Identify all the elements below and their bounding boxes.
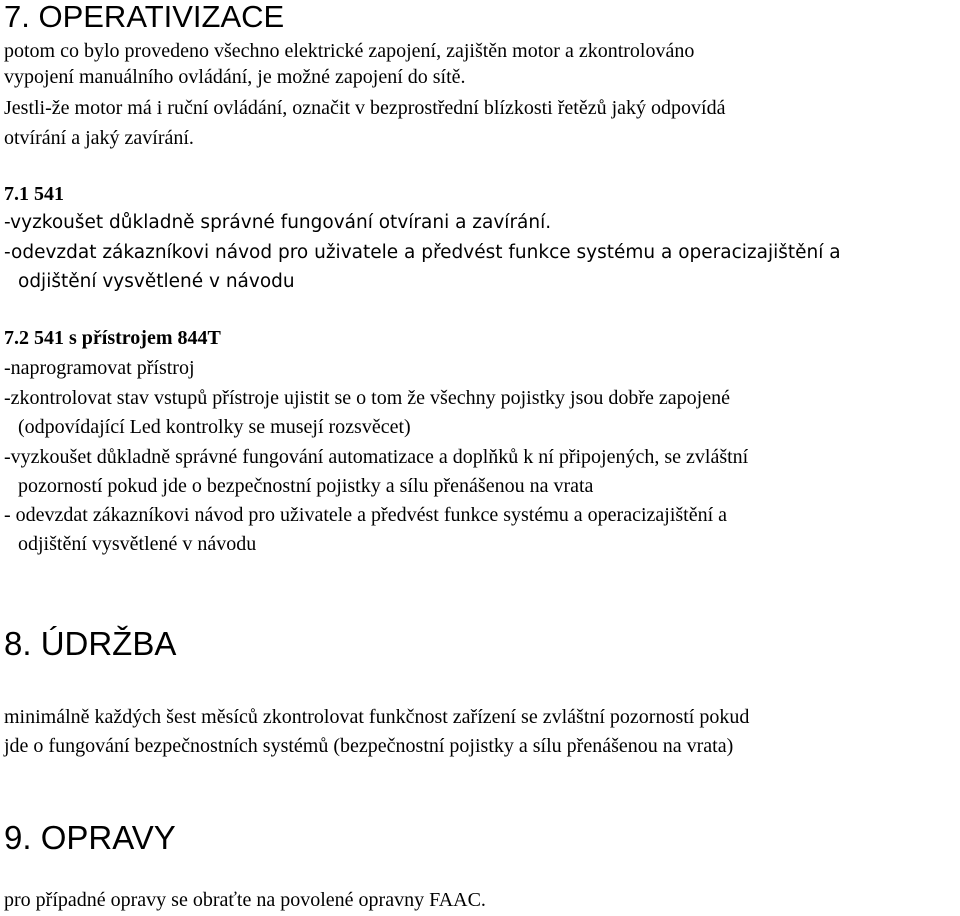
section-7-title: 7. OPERATIVIZACE <box>4 0 285 34</box>
section-8-line-2: jde o fungování bezpečnostních systémů (bezpečnostní pojistky a sílu přenášenou na vrata) <box>4 735 734 757</box>
subsection-7-2-item-4-line-2: odjištění vysvětlené v návodu <box>18 533 257 555</box>
section-7-intro-line-1: potom co bylo provedeno všechno elektrické zapojení, zajištěn motor a zkontrolováno <box>4 40 695 62</box>
section-9-line-1: pro případné opravy se obraťte na povolené opravny FAAC. <box>4 889 486 911</box>
subsection-7-1-heading: 7.1 541 <box>4 183 64 205</box>
subsection-7-2-item-4-line-1: - odevzdat zákazníkovi návod pro uživatele a předvést funkce systému a operacizajištění a <box>4 504 728 526</box>
section-8-title: 8. ÚDRŽBA <box>4 625 177 662</box>
subsection-7-2-item-3-line-2: pozorností pokud jde o bezpečnostní pojistky a sílu přenášenou na vrata <box>18 475 594 497</box>
subsection-7-1-item-2-line-2: odjištění vysvětlené v návodu <box>18 271 295 292</box>
subsection-7-2-item-3-line-1: -vyzkoušet důkladně správné fungování automatizace a doplňků k ní připojených, se zvláštní <box>4 446 749 468</box>
subsection-7-1-item-2-line-1: -odevzdat zákazníkovi návod pro uživatele a předvést funkce systému a operacizajištění a <box>4 242 841 263</box>
section-9-title: 9. OPRAVY <box>4 819 176 856</box>
section-7-intro-line-2: vypojení manuálního ovládání, je možné zapojení do sítě. <box>4 66 466 88</box>
section-7-intro-line-4: otvírání a jaký zavírání. <box>4 127 194 149</box>
subsection-7-2-item-2-line-1: -zkontrolovat stav vstupů přístroje ujistit se o tom že všechny pojistky jsou dobře zapojené <box>4 387 730 409</box>
subsection-7-2-item-2-line-2: (odpovídající Led kontrolky se musejí rozsvěcet) <box>18 416 411 438</box>
subsection-7-1-item-1: -vyzkoušet důkladně správné fungování otvírani a zavírání. <box>4 212 552 233</box>
subsection-7-2-heading: 7.2 541 s přístrojem 844T <box>4 327 221 349</box>
section-7-intro-line-3: Jestli-že motor má i ruční ovládání, označit v bezprostřední blízkosti řetězů jaký odpovídá <box>4 97 726 119</box>
subsection-7-2-item-1: -naprogramovat přístroj <box>4 357 195 379</box>
section-8-line-1: minimálně každých šest měsíců zkontrolovat funkčnost zařízení se zvláštní pozorností pokud <box>4 706 750 728</box>
